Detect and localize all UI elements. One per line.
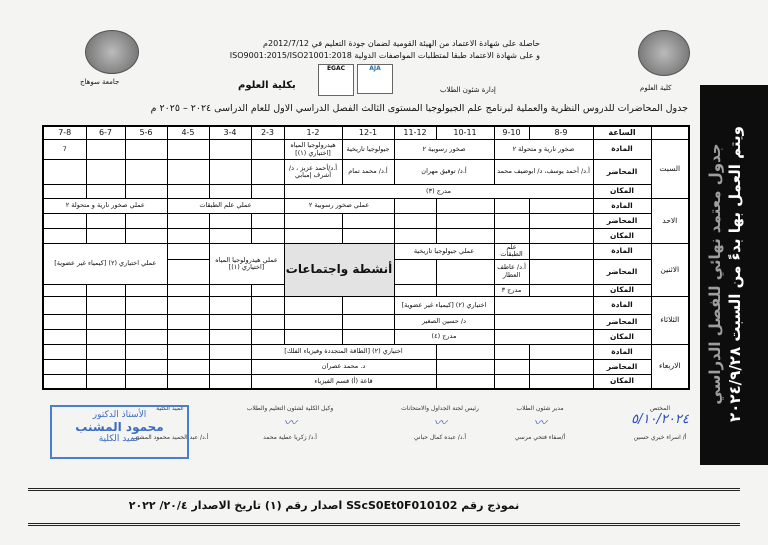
empty-cell — [86, 140, 125, 160]
signature-role: وكيل الكلية لشئون التعليم والطلاب — [246, 405, 334, 412]
schedule-row — [43, 329, 689, 344]
empty-cell — [342, 214, 394, 229]
empty-cell — [209, 314, 251, 329]
empty-cell — [251, 284, 284, 296]
empty-cell — [167, 296, 209, 314]
empty-cell — [251, 314, 284, 329]
empty-cell — [86, 160, 125, 185]
egac-logo — [318, 64, 354, 96]
handwritten-signature: 〰 — [433, 416, 447, 431]
hour-2-3: 2-3 — [251, 126, 284, 140]
hour-9-10: 9-10 — [494, 126, 529, 140]
empty-cell — [167, 359, 209, 374]
class-cell: عملي صخور نارية و متحولة ٢ — [43, 199, 167, 214]
empty-cell — [167, 160, 209, 185]
hour-4-5: 4-5 — [167, 126, 209, 140]
faculty-title: بكلية العلوم — [238, 80, 296, 91]
empty-cell — [167, 344, 209, 359]
class-cell: أ.د/ محمد تمام — [342, 160, 394, 185]
class-cell: جيولوجيا تاريخية — [342, 140, 394, 160]
empty-cell — [209, 374, 251, 389]
class-cell: قاعة (أ) قسم الفيزياء — [251, 374, 436, 389]
empty-cell — [125, 140, 167, 160]
empty-cell — [167, 244, 209, 260]
side-strip-line2: ويتم العمل بها بدءً من السبت ٢٠٢٤/٩/٢٨ — [726, 126, 744, 422]
schedule-row — [43, 314, 689, 329]
empty-cell — [251, 214, 284, 229]
empty-cell — [43, 284, 86, 296]
class-cell: هيدرولوجيا المياه [اختياري (١)] — [284, 140, 342, 160]
empty-cell — [86, 329, 125, 344]
empty-cell — [167, 284, 209, 296]
field-label: المحاضر — [593, 259, 651, 284]
empty-cell — [86, 296, 125, 314]
schedule-title: جدول المحاضرات للدروس النظرية والعملية لبرنامج علم الجيولوجيا المستوى الثالث الفصل الدراسي الاول للعام الدراسى ٢٠٢٤ – ٢٠٢٥ م — [150, 103, 688, 114]
empty-cell — [43, 185, 86, 199]
field-label: المحاضر — [593, 359, 651, 374]
empty-cell — [436, 359, 494, 374]
egac-logo-text: EGAC — [326, 65, 346, 72]
empty-cell — [284, 229, 342, 244]
empty-cell — [167, 140, 209, 160]
empty-cell — [394, 229, 436, 244]
schedule-row — [43, 185, 689, 199]
empty-cell — [529, 214, 593, 229]
field-label: المادة — [593, 296, 651, 314]
empty-cell — [125, 314, 167, 329]
empty-cell — [394, 259, 436, 284]
empty-cell — [284, 214, 342, 229]
field-label: المحاضر — [593, 314, 651, 329]
empty-cell — [125, 229, 167, 244]
empty-cell — [284, 296, 342, 314]
empty-cell — [43, 329, 86, 344]
empty-cell — [167, 374, 209, 389]
stamp-line: محمود المشنب — [75, 420, 164, 434]
empty-cell — [43, 344, 86, 359]
empty-cell — [529, 359, 593, 374]
schedule-row — [43, 296, 689, 314]
schedule-row — [43, 140, 689, 160]
schedule-row — [43, 374, 689, 389]
class-cell: اختياري (٢) [الطاقة المتجددة وفيزياء الفلك] — [251, 344, 436, 359]
signature-name: أ/ اسراء خيري حسين — [633, 434, 687, 441]
field-label: المكان — [593, 284, 651, 296]
schedule-row — [43, 359, 689, 374]
empty-cell — [43, 229, 86, 244]
schedule-table — [42, 125, 690, 390]
empty-cell — [251, 185, 284, 199]
empty-cell — [209, 359, 251, 374]
empty-cell — [43, 314, 86, 329]
signature-role: عميد الكلية — [156, 405, 184, 412]
class-cell: مدرج ٣ — [494, 284, 529, 296]
empty-cell — [284, 329, 342, 344]
empty-cell — [86, 314, 125, 329]
field-label: المكان — [593, 185, 651, 199]
class-cell: 7 — [43, 140, 86, 160]
empty-cell — [284, 314, 342, 329]
faculty-logo-caption: كلية العلوم — [640, 84, 672, 92]
empty-cell — [209, 329, 251, 344]
signature-name: أ/صفاء فتحي مرسي — [514, 434, 566, 441]
empty-cell — [167, 314, 209, 329]
empty-cell — [125, 284, 167, 296]
class-cell — [494, 329, 593, 344]
form-number: نموذج رقم SScS0Et0F010102 اصدار رقم (١) تاريخ الاصدار ٢٠/٤/ ٢٠٢٢ — [128, 499, 520, 512]
empty-cell — [494, 214, 529, 229]
empty-cell — [529, 229, 593, 244]
form-footer — [28, 488, 740, 526]
hours-header-row — [43, 126, 689, 140]
empty-cell — [209, 214, 251, 229]
stamp-line: عميد الكلية — [98, 434, 141, 444]
stamp-line: الأستاذ الدكتور — [92, 410, 147, 420]
empty-cell — [529, 259, 593, 284]
empty-cell — [167, 259, 209, 284]
empty-cell — [342, 314, 394, 329]
empty-cell — [209, 160, 251, 185]
empty-cell — [436, 284, 494, 296]
field-label: المادة — [593, 199, 651, 214]
empty-cell — [86, 214, 125, 229]
empty-cell — [251, 160, 284, 185]
hour-7-8: 7-8 — [43, 126, 86, 140]
empty-cell — [342, 229, 394, 244]
empty-cell — [167, 229, 209, 244]
empty-cell — [209, 296, 251, 314]
schedule-row — [43, 229, 689, 244]
iso-line: و على شهادة الاعتماد طبقا لمتطلبات المواصفات الدولية ISO9001:2015/ISO21001:2018 — [229, 51, 540, 60]
field-label: المكان — [593, 229, 651, 244]
class-cell: صخور رسوبية ٢ — [394, 140, 494, 160]
hour-5-6: 5-6 — [125, 126, 167, 140]
hour-label: الساعة — [593, 126, 651, 140]
empty-cell — [43, 296, 86, 314]
empty-cell — [209, 185, 251, 199]
class-cell: أ.د/أحمد عزيز ، د/ أشرف إمبابي — [284, 160, 342, 185]
empty-cell — [125, 160, 167, 185]
field-label: المادة — [593, 344, 651, 359]
schedule-row — [43, 344, 689, 359]
dean-stamp — [50, 405, 189, 459]
empty-cell — [125, 359, 167, 374]
aja-logo — [357, 64, 393, 94]
hour-11-12: 11-12 — [394, 126, 436, 140]
field-label: المكان — [593, 374, 651, 389]
hour-10-11: 10-11 — [436, 126, 494, 140]
signature-name: أ.د/ عبده كمال حباني — [413, 434, 467, 441]
class-cell: أ.د/ عاطف العطار — [494, 259, 529, 284]
class-cell: د/ حسين الصغير — [394, 314, 494, 329]
empty-cell — [209, 284, 251, 296]
empty-cell — [167, 329, 209, 344]
day-label: الاربعاء — [651, 344, 689, 389]
empty-cell — [494, 359, 529, 374]
class-cell — [494, 296, 593, 314]
empty-cell — [86, 284, 125, 296]
empty-cell — [529, 374, 593, 389]
empty-cell — [394, 214, 436, 229]
side-strip-line1: جدول معتمد نهائي للفصل الدراسي — [706, 143, 724, 405]
empty-cell — [494, 199, 529, 214]
empty-cell — [394, 284, 436, 296]
empty-cell — [125, 344, 167, 359]
signature-name: أ.د/ زكريا عطية محمد — [263, 434, 317, 441]
hour-8-9: 8-9 — [529, 126, 593, 140]
field-label: المادة — [593, 244, 651, 260]
empty-cell — [86, 185, 125, 199]
empty-cell — [43, 160, 86, 185]
day-label: الثلاثاء — [651, 296, 689, 344]
handwritten-signature: 〰 — [533, 416, 547, 431]
empty-cell — [394, 199, 436, 214]
class-cell — [494, 314, 593, 329]
handwritten-signature: ٥/١٠/٢٠٢٤ — [631, 412, 689, 427]
empty-cell — [251, 140, 284, 160]
signature-block — [380, 405, 500, 441]
empty-cell — [86, 229, 125, 244]
field-label: المحاضر — [593, 160, 651, 185]
class-cell: عملي جيولوجيا تاريخية — [394, 244, 494, 260]
class-cell: أ.د/ توفيق مهران — [394, 160, 494, 185]
empty-cell — [167, 185, 209, 199]
faculty-logo — [638, 30, 690, 76]
class-cell: عملي اختياري (٢) [كيمياء غير عضوية] — [43, 244, 167, 285]
empty-cell — [125, 214, 167, 229]
empty-cell — [251, 229, 284, 244]
empty-cell — [43, 359, 86, 374]
hour-1-2: 1-2 — [284, 126, 342, 140]
empty-cell — [209, 140, 251, 160]
class-cell: مدرج (٤) — [394, 329, 494, 344]
class-cell: عملي علم الطبقات — [167, 199, 284, 214]
hour-3-4: 3-4 — [209, 126, 251, 140]
hour-6-7: 6-7 — [86, 126, 125, 140]
empty-cell — [494, 344, 529, 359]
field-label: المحاضر — [593, 214, 651, 229]
handwritten-signature: 〰 — [283, 416, 297, 431]
hour-12-1: 12-1 — [342, 126, 394, 140]
class-cell: عملي هيدرولوجيا المياه [اختياري (١)] — [209, 244, 284, 285]
class-cell: أنشطة واجتماعات — [284, 244, 394, 297]
empty-cell — [342, 296, 394, 314]
corner-cell — [651, 126, 689, 140]
university-logo — [85, 30, 139, 74]
empty-cell — [436, 259, 494, 284]
signature-block — [230, 405, 350, 441]
empty-cell — [529, 199, 593, 214]
day-label: السبت — [651, 140, 689, 199]
class-cell: اختياري (٢) [كيمياء غير عضوية] — [394, 296, 494, 314]
schedule-row — [43, 199, 689, 214]
empty-cell — [436, 344, 494, 359]
signature-name: أ.د/ عبد الحميد محمود المشنب — [131, 434, 209, 441]
department-name: إدارة شئون الطلاب — [440, 86, 496, 94]
empty-cell — [529, 284, 593, 296]
schedule-row — [43, 160, 689, 185]
empty-cell — [125, 185, 167, 199]
empty-cell — [436, 214, 494, 229]
schedule-row — [43, 244, 689, 260]
empty-cell — [125, 329, 167, 344]
side-strip — [700, 85, 768, 465]
empty-cell — [436, 199, 494, 214]
empty-cell — [209, 344, 251, 359]
empty-cell — [86, 344, 125, 359]
signature-role: المختص — [650, 405, 670, 412]
empty-cell — [43, 374, 86, 389]
empty-cell — [436, 229, 494, 244]
schedule-row — [43, 214, 689, 229]
signature-role: مدير شئون الطلاب — [516, 405, 564, 412]
signature-role: رئيس لجنة الجداول والامتحانات — [401, 405, 479, 412]
day-label: الاحد — [651, 199, 689, 244]
field-label: المادة — [593, 140, 651, 160]
empty-cell — [342, 329, 394, 344]
empty-cell — [436, 374, 494, 389]
empty-cell — [167, 214, 209, 229]
university-name: جامعة سوهاج — [80, 78, 120, 86]
class-cell: صخور نارية و متحولة ٢ — [494, 140, 593, 160]
empty-cell — [125, 296, 167, 314]
class-cell: علم الطبقات — [494, 244, 529, 260]
empty-cell — [494, 374, 529, 389]
empty-cell — [43, 214, 86, 229]
class-cell: أ.د/ أحمد يوسف، د/ ابوضيف محمد — [494, 160, 593, 185]
empty-cell — [86, 359, 125, 374]
accreditation-line: حاصلة على شهادة الاعتماد من الهيئة القومية لضمان جودة التعليم في 2012/7/12م — [263, 39, 540, 48]
empty-cell — [529, 344, 593, 359]
empty-cell — [209, 229, 251, 244]
field-label: المكان — [593, 329, 651, 344]
class-cell: عملي صخور رسوبية ٢ — [284, 199, 394, 214]
empty-cell — [251, 296, 284, 314]
empty-cell — [529, 244, 593, 260]
class-cell: مدرج (٣) — [284, 185, 593, 199]
aja-logo-text: AJA — [369, 65, 381, 72]
class-cell: د. محمد عصران — [251, 359, 436, 374]
empty-cell — [494, 229, 529, 244]
day-label: الاثنين — [651, 244, 689, 297]
empty-cell — [86, 374, 125, 389]
empty-cell — [125, 374, 167, 389]
empty-cell — [251, 329, 284, 344]
